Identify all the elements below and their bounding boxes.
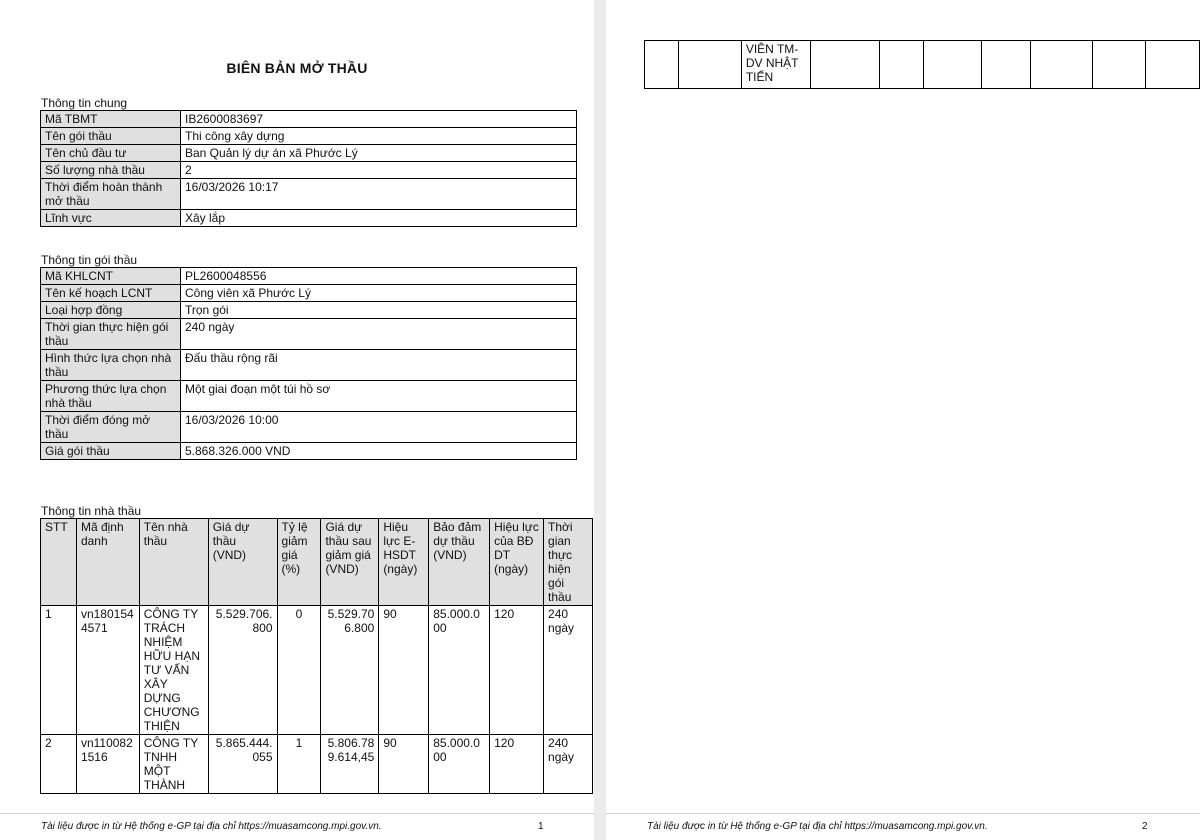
field-label: Thời điểm hoàn thành mở thầu	[41, 179, 181, 210]
table-row	[41, 179, 577, 210]
duration-cell: 240 ngày	[544, 606, 593, 735]
field-value: IB2600083697	[181, 111, 577, 128]
price-cell: 5.865.444.055	[208, 735, 277, 794]
table-row	[41, 319, 577, 350]
column-header: Mã định danh	[76, 519, 139, 606]
table-row	[41, 128, 577, 145]
discount-cell	[879, 41, 923, 89]
document-page-1	[0, 0, 594, 840]
id-cell	[678, 41, 741, 89]
price-after-discount-cell: 5.529.706.800	[321, 606, 379, 735]
table-row	[41, 111, 577, 128]
column-header: Hiệu lực E-HSDT (ngày)	[379, 519, 429, 606]
guarantee-validity-cell: 120	[490, 735, 544, 794]
bidders-table-continued	[644, 40, 1200, 89]
bidders-info-label: Thông tin nhà thầu	[41, 504, 142, 518]
document-title: BIÊN BẢN MỞ THẦU	[226, 60, 368, 76]
field-value: Trọn gói	[181, 302, 577, 319]
validity-cell: 90	[379, 735, 429, 794]
field-value: 240 ngày	[181, 319, 577, 350]
table-row	[41, 285, 577, 302]
page-number: 1	[538, 821, 544, 832]
column-header: Thời gian thực hiện gói thầu	[544, 519, 593, 606]
duration-cell: 240 ngày	[544, 735, 593, 794]
discount-cell: 1	[277, 735, 321, 794]
price-cell	[810, 41, 879, 89]
field-value: PL2600048556	[181, 268, 577, 285]
field-value: 16/03/2026 10:00	[181, 412, 577, 443]
stt-cell: 1	[41, 606, 77, 735]
table-header-row	[41, 519, 593, 606]
field-label: Mã TBMT	[41, 111, 181, 128]
field-label: Tên gói thầu	[41, 128, 181, 145]
footer-divider	[0, 813, 594, 814]
field-value: Thi công xây dựng	[181, 128, 577, 145]
table-row	[645, 41, 1200, 89]
field-label: Phương thức lựa chọn nhà thầu	[41, 381, 181, 412]
package-info-label: Thông tin gói thầu	[41, 253, 138, 267]
field-value: 5.868.326.000 VND	[181, 443, 577, 460]
package-info-table	[40, 267, 577, 460]
discount-cell: 0	[277, 606, 321, 735]
price-cell: 5.529.706.800	[208, 606, 277, 735]
column-header: Tên nhà thầu	[139, 519, 208, 606]
field-value: 2	[181, 162, 577, 179]
duration-cell	[1146, 41, 1200, 89]
footer-text: Tài liệu được in từ Hệ thống e-GP tại địa chỉ https://muasamcong.mpi.gov.vn.	[647, 821, 988, 832]
stt-cell: 2	[41, 735, 77, 794]
name-cell: CÔNG TY TNHH MỘT THÀNH	[139, 735, 208, 794]
document-page-2	[606, 0, 1200, 840]
stt-cell	[645, 41, 679, 89]
field-value: Ban Quản lý dự án xã Phước Lý	[181, 145, 577, 162]
field-value: Công viên xã Phước Lý	[181, 285, 577, 302]
column-header: STT	[41, 519, 77, 606]
guarantee-cell: 85.000.000	[429, 606, 490, 735]
field-label: Số lượng nhà thầu	[41, 162, 181, 179]
field-label: Mã KHLCNT	[41, 268, 181, 285]
table-row	[41, 302, 577, 319]
field-value: 16/03/2026 10:17	[181, 179, 577, 210]
general-info-table	[40, 110, 577, 227]
field-label: Thời gian thực hiện gói thầu	[41, 319, 181, 350]
general-info-label: Thông tin chung	[41, 96, 128, 110]
table-row	[41, 268, 577, 285]
table-row	[41, 381, 577, 412]
bidders-table	[40, 518, 593, 794]
field-label: Loại hợp đồng	[41, 302, 181, 319]
guarantee-validity-cell: 120	[490, 606, 544, 735]
field-label: Thời điểm đóng mở thầu	[41, 412, 181, 443]
price-after-discount-cell: 5.806.789.614,45	[321, 735, 379, 794]
id-cell: vn1801544571	[76, 606, 139, 735]
id-cell: vn1100821516	[76, 735, 139, 794]
table-row	[41, 210, 577, 227]
table-row	[41, 443, 577, 460]
table-row	[41, 735, 593, 794]
field-label: Tên chủ đầu tư	[41, 145, 181, 162]
name-cell: CÔNG TY TRÁCH NHIỆM HỮU HẠN TƯ VẤN XÂY DỰNG CHƯƠNG THIỆN	[139, 606, 208, 735]
validity-cell: 90	[379, 606, 429, 735]
table-row	[41, 162, 577, 179]
field-value: Một giai đoạn một túi hồ sơ	[181, 381, 577, 412]
field-label: Hình thức lựa chọn nhà thầu	[41, 350, 181, 381]
page-number: 2	[1142, 821, 1148, 832]
guarantee-cell	[1031, 41, 1093, 89]
validity-cell	[982, 41, 1031, 89]
table-row	[41, 412, 577, 443]
field-label: Giá gói thầu	[41, 443, 181, 460]
name-cell-continued: VIÊN TM-DV NHẬT TIẾN	[741, 41, 810, 89]
column-header: Tỷ lệ giảm giá (%)	[277, 519, 321, 606]
guarantee-cell: 85.000.000	[429, 735, 490, 794]
price-after-discount-cell	[923, 41, 982, 89]
footer-divider	[606, 813, 1200, 814]
column-header: Bảo đảm dự thầu (VND)	[429, 519, 490, 606]
field-label: Tên kế hoạch LCNT	[41, 285, 181, 302]
field-value: Đấu thầu rộng rãi	[181, 350, 577, 381]
column-header: Giá dự thầu sau giảm giá (VND)	[321, 519, 379, 606]
guarantee-validity-cell	[1093, 41, 1146, 89]
table-row	[41, 606, 593, 735]
table-row	[41, 145, 577, 162]
table-row	[41, 350, 577, 381]
field-label: Lĩnh vực	[41, 210, 181, 227]
column-header: Hiệu lực của BĐ DT (ngày)	[490, 519, 544, 606]
footer-text: Tài liệu được in từ Hệ thống e-GP tại địa chỉ https://muasamcong.mpi.gov.vn.	[41, 821, 382, 832]
column-header: Giá dự thầu (VND)	[208, 519, 277, 606]
field-value: Xây lắp	[181, 210, 577, 227]
